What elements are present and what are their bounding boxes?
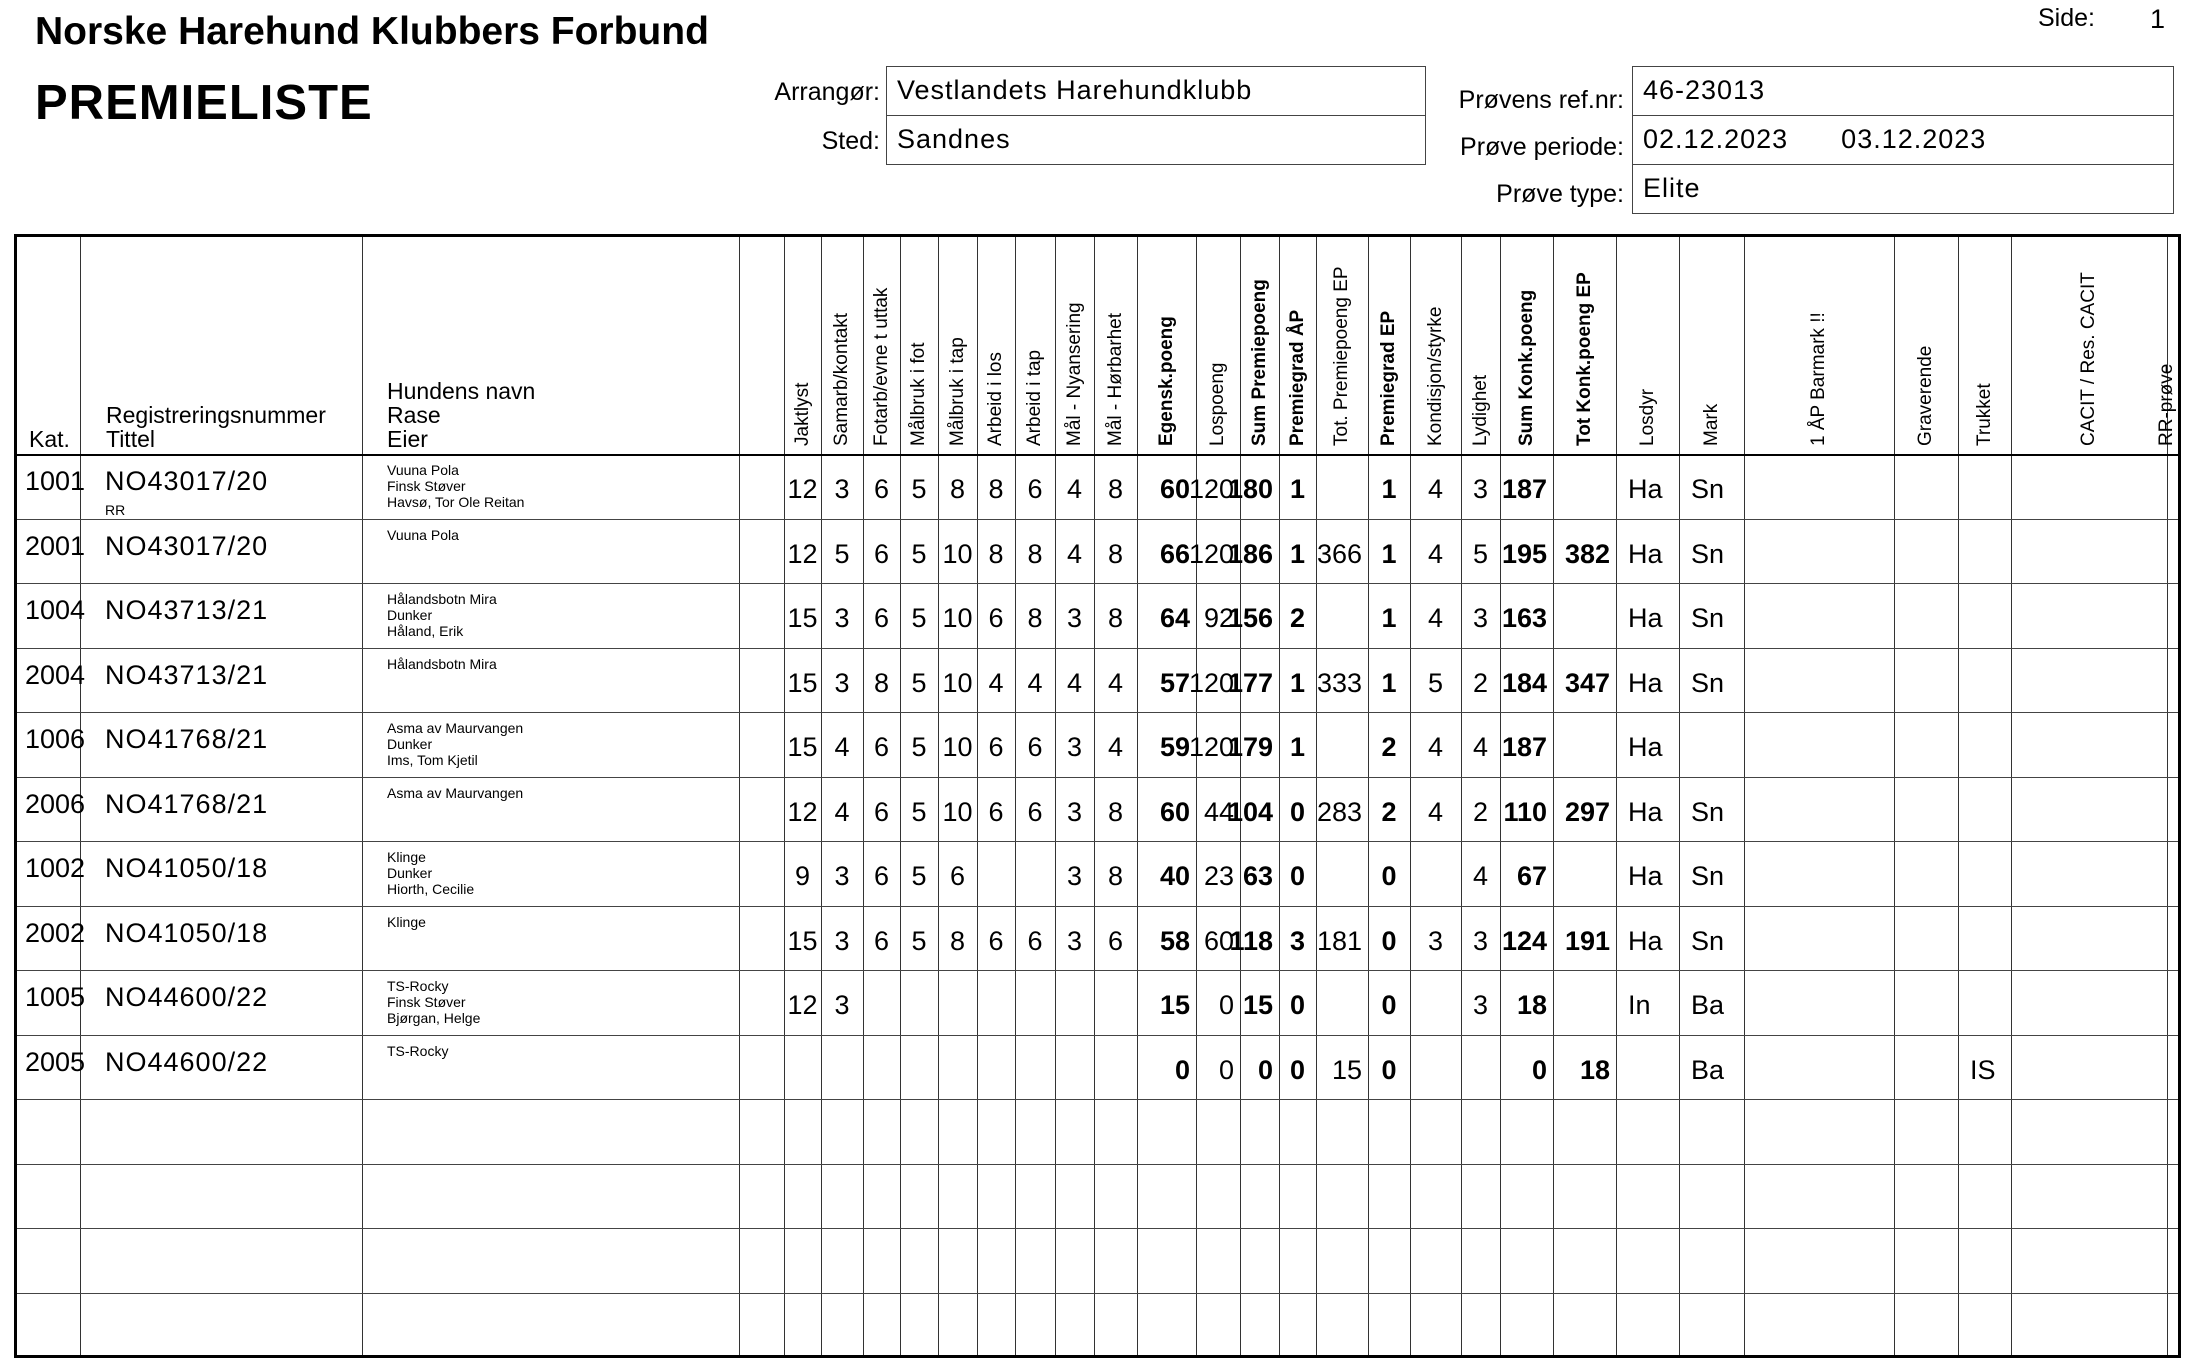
row-value: 0 bbox=[1381, 990, 1397, 1020]
row-dog-name: Hålandsbotn Mira bbox=[387, 591, 497, 607]
row-value: 0 bbox=[1218, 990, 1234, 1020]
row-value: 12 bbox=[787, 474, 818, 504]
row-value: 6 bbox=[873, 732, 890, 762]
column-divider bbox=[1894, 237, 1895, 1355]
row-value: 4 bbox=[1472, 861, 1489, 891]
row-value: Ha bbox=[1628, 474, 1663, 504]
row-value: 6 bbox=[988, 925, 1004, 956]
column-divider bbox=[1744, 237, 1745, 1355]
row-value: 4 bbox=[1472, 732, 1489, 762]
row-value: 15 bbox=[1242, 990, 1273, 1020]
row-breed: Dunker bbox=[387, 607, 433, 623]
row-registration: NO43713/21 bbox=[105, 659, 269, 690]
row-value: 8 bbox=[988, 538, 1004, 569]
row-value: 5 bbox=[911, 474, 927, 504]
row-value: 181 bbox=[1316, 925, 1362, 956]
row-kat: 2002 bbox=[25, 917, 86, 948]
row-value: 187 bbox=[1501, 732, 1547, 762]
row-value: Ha bbox=[1628, 861, 1663, 891]
row-value: 6 bbox=[949, 861, 966, 891]
column-header: Egensk.poeng bbox=[1155, 316, 1177, 446]
row-value: Ha bbox=[1628, 603, 1663, 633]
row-value: 0 bbox=[1257, 1054, 1273, 1085]
column-header: Losdyr bbox=[1636, 388, 1658, 446]
row-divider bbox=[17, 648, 2178, 649]
row-kat: 2001 bbox=[25, 530, 86, 561]
row-value: 6 bbox=[1027, 732, 1043, 762]
header-dog-line3: Eier bbox=[387, 426, 428, 452]
row-value: 3 bbox=[1066, 861, 1083, 891]
row-value: 195 bbox=[1501, 538, 1547, 569]
row-dog-name: Vuuna Pola bbox=[387, 526, 459, 543]
row-value: 120 bbox=[1188, 474, 1234, 504]
row-value: 40 bbox=[1159, 861, 1190, 891]
row-value: 5 bbox=[911, 603, 927, 633]
row-value: 4 bbox=[1066, 474, 1083, 504]
row-value: 163 bbox=[1501, 603, 1547, 633]
row-value: 8 bbox=[1107, 796, 1124, 827]
row-value: Sn bbox=[1691, 603, 1725, 633]
row-value: 5 bbox=[1427, 667, 1444, 698]
periode-to: 03.12.2023 bbox=[1841, 124, 1987, 154]
row-registration: NO43017/20 bbox=[105, 466, 269, 496]
row-value: 4 bbox=[988, 667, 1004, 698]
row-value: 0 bbox=[1381, 925, 1397, 956]
row-value: 156 bbox=[1227, 603, 1273, 633]
row-value: 6 bbox=[873, 603, 890, 633]
column-divider bbox=[1958, 237, 1959, 1355]
row-value: In bbox=[1628, 990, 1651, 1020]
row-owner: Håland, Erik bbox=[387, 623, 464, 639]
column-header: Mål - Nyansering bbox=[1063, 302, 1085, 446]
column-header: Arbeid i los bbox=[985, 352, 1006, 446]
row-value: 6 bbox=[1027, 474, 1043, 504]
row-value: 4 bbox=[1107, 732, 1124, 762]
column-divider bbox=[1679, 237, 1680, 1355]
row-value: 9 bbox=[794, 861, 811, 891]
row-kat: 2004 bbox=[25, 659, 86, 690]
row-registration: NO41050/18 bbox=[105, 917, 269, 948]
row-value: Sn bbox=[1691, 474, 1725, 504]
row-value: 180 bbox=[1227, 474, 1273, 504]
row-value: 6 bbox=[988, 603, 1004, 633]
column-header: Graverende bbox=[1915, 345, 1936, 446]
arrangor-label: Arrangør: bbox=[774, 78, 880, 106]
ref-field: 46-23013 bbox=[1632, 66, 2174, 116]
row-registration: NO44600/22 bbox=[105, 1046, 269, 1077]
column-header: Mark bbox=[1700, 403, 1722, 446]
row-value: 6 bbox=[988, 796, 1004, 827]
row-value: 66 bbox=[1159, 538, 1190, 569]
row-value: 5 bbox=[911, 861, 927, 891]
row-value: 10 bbox=[942, 796, 973, 827]
row-value: 0 bbox=[1381, 861, 1397, 891]
page-number-label: Side: bbox=[2038, 4, 2095, 32]
header-dog-line1: Hundens navn bbox=[387, 378, 536, 404]
row-value: 18 bbox=[1516, 990, 1547, 1020]
row-value: 3 bbox=[834, 925, 850, 956]
row-value: 10 bbox=[942, 667, 973, 698]
row-value: 8 bbox=[873, 667, 890, 698]
row-registration: NO44600/22 bbox=[105, 982, 269, 1012]
row-value: 366 bbox=[1316, 538, 1362, 569]
column-header: Fotarb/evne t uttak bbox=[870, 287, 892, 446]
column-header: CACIT / Res. CACIT bbox=[2078, 272, 2099, 446]
row-value: 4 bbox=[1066, 667, 1083, 698]
row-divider bbox=[17, 1228, 2178, 1229]
row-value: 8 bbox=[1107, 603, 1124, 633]
row-registration: NO41050/18 bbox=[105, 853, 269, 883]
row-breed: Finsk Støver bbox=[387, 994, 466, 1010]
row-value: 8 bbox=[1027, 603, 1043, 633]
row-kat: 1005 bbox=[25, 982, 86, 1012]
row-value: 10 bbox=[942, 732, 973, 762]
row-value: 3 bbox=[834, 474, 850, 504]
page-title: PREMIELISTE bbox=[35, 76, 373, 130]
row-divider bbox=[17, 1035, 2178, 1036]
row-value: 3 bbox=[1066, 732, 1083, 762]
row-divider bbox=[17, 583, 2178, 584]
row-value: 187 bbox=[1501, 474, 1547, 504]
row-kat: 1001 bbox=[25, 466, 86, 496]
row-value: 8 bbox=[1107, 474, 1124, 504]
row-dog-name: TS-Rocky bbox=[387, 1042, 449, 1059]
row-value: 5 bbox=[911, 796, 927, 827]
row-value: 4 bbox=[1107, 667, 1124, 698]
row-value: 3 bbox=[1472, 925, 1489, 956]
row-value: 6 bbox=[873, 925, 890, 956]
row-value: Sn bbox=[1691, 538, 1725, 569]
row-value: 1 bbox=[1381, 667, 1397, 698]
row-value: 10 bbox=[942, 538, 973, 569]
row-value: 15 bbox=[787, 603, 818, 633]
row-value: 3 bbox=[834, 861, 850, 891]
column-header: Målbruk i tap bbox=[946, 337, 968, 446]
row-value: 297 bbox=[1564, 796, 1610, 827]
row-value: 12 bbox=[787, 538, 818, 569]
column-header: 1 ÅP Barmark !! bbox=[1808, 312, 1829, 446]
column-header: Tot. Premiepoeng EP bbox=[1331, 266, 1352, 446]
row-value: 3 bbox=[834, 603, 850, 633]
row-value: IS bbox=[1970, 1054, 1996, 1085]
header-reg-line2: Tittel bbox=[106, 426, 155, 452]
row-divider bbox=[17, 970, 2178, 971]
row-kat: 1002 bbox=[25, 853, 86, 883]
row-value: Sn bbox=[1691, 796, 1725, 827]
row-value: 4 bbox=[1427, 603, 1444, 633]
row-value: Ha bbox=[1628, 732, 1663, 762]
row-kat: 1004 bbox=[25, 595, 86, 625]
row-value: Sn bbox=[1691, 667, 1725, 698]
row-value: 57 bbox=[1159, 667, 1190, 698]
row-value: 92 bbox=[1203, 603, 1234, 633]
row-value: 12 bbox=[787, 990, 818, 1020]
row-value: 120 bbox=[1188, 538, 1234, 569]
row-value: 2 bbox=[1472, 667, 1489, 698]
column-header: Lydighet bbox=[1469, 374, 1491, 446]
row-value: 6 bbox=[1027, 925, 1043, 956]
row-value: Ha bbox=[1628, 925, 1663, 956]
row-value: 179 bbox=[1227, 732, 1273, 762]
row-value: Ba bbox=[1691, 1054, 1725, 1085]
row-value: 60 bbox=[1203, 925, 1234, 956]
row-tittel: RR bbox=[105, 502, 126, 518]
column-header: Tot Konk.poeng EP bbox=[1573, 272, 1595, 446]
results-table bbox=[14, 234, 2181, 1358]
column-header: Premiegrad EP bbox=[1378, 310, 1399, 446]
type-field: Elite bbox=[1632, 164, 2174, 214]
row-value: Ha bbox=[1628, 667, 1663, 698]
row-value: Ha bbox=[1628, 796, 1663, 827]
row-value: 8 bbox=[1107, 538, 1124, 569]
row-value: 1 bbox=[1289, 474, 1306, 504]
column-header: RR-prøve bbox=[2156, 363, 2177, 446]
row-value: 4 bbox=[1427, 796, 1444, 827]
row-owner: Bjørgan, Helge bbox=[387, 1010, 481, 1026]
row-breed: Dunker bbox=[387, 865, 433, 881]
row-value: 1 bbox=[1381, 603, 1397, 633]
row-value: 382 bbox=[1564, 538, 1610, 569]
row-value: 283 bbox=[1316, 796, 1362, 827]
column-divider bbox=[1137, 237, 1138, 1355]
column-header: Samarb/kontakt bbox=[831, 312, 852, 446]
row-value: 110 bbox=[1503, 796, 1547, 827]
column-header: Trukket bbox=[1973, 383, 1995, 446]
row-value: 2 bbox=[1289, 603, 1306, 633]
row-value: 6 bbox=[1107, 925, 1124, 956]
row-value: 0 bbox=[1531, 1054, 1547, 1085]
organization-name: Norske Harehund Klubbers Forbund bbox=[35, 10, 709, 53]
row-dog-name: Asma av Maurvangen bbox=[387, 784, 524, 801]
periode-from: 02.12.2023 bbox=[1643, 124, 1789, 154]
row-kat: 2006 bbox=[25, 788, 86, 819]
row-value: 1 bbox=[1289, 667, 1306, 698]
row-value: 15 bbox=[787, 925, 818, 956]
column-divider bbox=[739, 237, 740, 1355]
row-value: 8 bbox=[988, 474, 1004, 504]
row-value: 6 bbox=[988, 732, 1004, 762]
row-value: 4 bbox=[1427, 732, 1444, 762]
ref-label: Prøvens ref.nr: bbox=[1458, 86, 1624, 114]
column-divider bbox=[1616, 237, 1617, 1355]
page-number: 1 bbox=[2150, 4, 2166, 34]
row-value: 6 bbox=[873, 474, 890, 504]
row-value: 5 bbox=[834, 538, 850, 569]
header-dog bbox=[387, 379, 535, 451]
row-value: 15 bbox=[787, 667, 818, 698]
row-value: 1 bbox=[1381, 538, 1397, 569]
row-value: 2 bbox=[1381, 732, 1397, 762]
row-value: 191 bbox=[1564, 925, 1610, 956]
row-owner: Ims, Tom Kjetil bbox=[387, 752, 478, 768]
row-value: 3 bbox=[1289, 925, 1306, 956]
row-dog-name: Hålandsbotn Mira bbox=[387, 655, 497, 672]
header-registration bbox=[106, 403, 326, 451]
row-divider bbox=[17, 1293, 2178, 1294]
row-divider bbox=[17, 906, 2178, 907]
column-divider bbox=[2011, 237, 2012, 1355]
row-value: 186 bbox=[1227, 538, 1273, 569]
row-value: 4 bbox=[834, 732, 850, 762]
column-header: Lospoeng bbox=[1207, 362, 1228, 446]
row-value: 120 bbox=[1188, 667, 1234, 698]
row-value: 333 bbox=[1316, 667, 1362, 698]
row-value: 1 bbox=[1289, 538, 1306, 569]
periode-field bbox=[1632, 115, 2174, 165]
row-value: 63 bbox=[1242, 861, 1273, 891]
header-reg-line1: Registreringsnummer bbox=[106, 402, 326, 428]
column-header: Sum Premiepoeng bbox=[1248, 279, 1270, 446]
column-header: Målbruk i fot bbox=[908, 342, 929, 446]
row-kat: 2005 bbox=[25, 1046, 86, 1077]
row-value: 0 bbox=[1289, 796, 1306, 827]
row-value: 15 bbox=[787, 732, 818, 762]
row-value: 12 bbox=[787, 796, 818, 827]
header-divider bbox=[17, 454, 2178, 456]
row-divider bbox=[17, 1164, 2178, 1165]
column-divider bbox=[362, 237, 363, 1355]
row-value: 5 bbox=[911, 667, 927, 698]
row-value: 5 bbox=[1472, 538, 1489, 569]
header-dog-line2: Rase bbox=[387, 402, 441, 428]
column-header: Premiegrad ÅP bbox=[1286, 309, 1308, 446]
periode-label: Prøve periode: bbox=[1460, 133, 1624, 161]
row-value: 3 bbox=[1066, 796, 1083, 827]
row-value: 177 bbox=[1227, 667, 1273, 698]
row-value: 4 bbox=[1427, 474, 1444, 504]
column-divider bbox=[1196, 237, 1197, 1355]
header-kat: Kat. bbox=[29, 426, 70, 452]
row-value: 4 bbox=[1427, 538, 1444, 569]
row-dog-name: Klinge bbox=[387, 849, 426, 865]
row-value: 4 bbox=[834, 796, 850, 827]
row-value: 8 bbox=[949, 474, 966, 504]
row-value: 104 bbox=[1227, 796, 1273, 827]
row-value: Ha bbox=[1628, 538, 1663, 569]
row-value: 5 bbox=[911, 538, 927, 569]
row-value: 60 bbox=[1159, 474, 1190, 504]
row-value: 0 bbox=[1381, 1054, 1397, 1085]
row-value: Sn bbox=[1691, 861, 1725, 891]
row-value: 0 bbox=[1174, 1054, 1190, 1085]
row-dog-name: TS-Rocky bbox=[387, 978, 449, 994]
column-header: Sum Konk.poeng bbox=[1515, 289, 1537, 446]
row-value: 10 bbox=[942, 603, 973, 633]
row-value: 3 bbox=[1427, 925, 1444, 956]
row-value: Ba bbox=[1691, 990, 1725, 1020]
row-value: 60 bbox=[1159, 796, 1190, 827]
row-dog-name: Vuuna Pola bbox=[387, 462, 459, 478]
row-value: 124 bbox=[1501, 925, 1547, 956]
row-value: 1 bbox=[1289, 732, 1306, 762]
row-value: 0 bbox=[1289, 990, 1306, 1020]
row-divider bbox=[17, 777, 2178, 778]
row-owner: Hiorth, Cecilie bbox=[387, 881, 475, 897]
row-value: 6 bbox=[1027, 796, 1043, 827]
arrangor-field: Vestlandets Harehundklubb bbox=[886, 66, 1426, 116]
row-value: 5 bbox=[911, 732, 927, 762]
column-divider bbox=[1553, 237, 1554, 1355]
row-value: 67 bbox=[1516, 861, 1547, 891]
row-divider bbox=[17, 1099, 2178, 1100]
sted-label: Sted: bbox=[821, 127, 880, 155]
row-value: 347 bbox=[1564, 667, 1610, 698]
row-value: 184 bbox=[1501, 667, 1547, 698]
row-dog-name: Klinge bbox=[387, 913, 426, 930]
row-value: 8 bbox=[949, 925, 966, 956]
row-breed: Finsk Støver bbox=[387, 478, 466, 494]
column-header: Kondisjon/styrke bbox=[1424, 306, 1446, 446]
row-value: 120 bbox=[1188, 732, 1234, 762]
row-value: 3 bbox=[1472, 474, 1489, 504]
row-value: 6 bbox=[873, 796, 890, 827]
column-header: Mål - Hørbarhet bbox=[1104, 312, 1126, 446]
row-value: 15 bbox=[1331, 1054, 1362, 1085]
row-divider bbox=[17, 519, 2178, 520]
row-value: 23 bbox=[1203, 861, 1234, 891]
row-value: 3 bbox=[834, 667, 850, 698]
row-value: 3 bbox=[1472, 990, 1489, 1020]
row-value: 18 bbox=[1579, 1054, 1610, 1085]
row-registration: NO43713/21 bbox=[105, 595, 269, 625]
sted-field: Sandnes bbox=[886, 115, 1426, 165]
row-value: 0 bbox=[1289, 1054, 1306, 1085]
row-value: 8 bbox=[1107, 861, 1124, 891]
row-owner: Havsø, Tor Ole Reitan bbox=[387, 494, 525, 510]
row-value: 59 bbox=[1159, 732, 1190, 762]
row-value: 8 bbox=[1027, 538, 1043, 569]
row-value: 0 bbox=[1218, 1054, 1234, 1085]
row-value: 58 bbox=[1159, 925, 1190, 956]
row-value: 44 bbox=[1203, 796, 1234, 827]
row-value: 3 bbox=[1066, 925, 1083, 956]
row-registration: NO41768/21 bbox=[105, 724, 269, 754]
row-value: 3 bbox=[834, 990, 850, 1020]
row-value: 118 bbox=[1229, 925, 1273, 956]
row-value: 0 bbox=[1289, 861, 1306, 891]
type-label: Prøve type: bbox=[1496, 180, 1624, 208]
row-value: 4 bbox=[1027, 667, 1043, 698]
row-value: 6 bbox=[873, 538, 890, 569]
row-divider bbox=[17, 712, 2178, 713]
row-registration: NO41768/21 bbox=[105, 788, 269, 819]
row-value: 3 bbox=[1472, 603, 1489, 633]
column-header: Jaktlyst bbox=[791, 382, 813, 446]
row-kat: 1006 bbox=[25, 724, 86, 754]
row-value: 15 bbox=[1159, 990, 1190, 1020]
row-breed: Dunker bbox=[387, 736, 433, 752]
row-value: 2 bbox=[1381, 796, 1397, 827]
row-value: 64 bbox=[1159, 603, 1190, 633]
row-value: 4 bbox=[1066, 538, 1083, 569]
row-divider bbox=[17, 841, 2178, 842]
row-registration: NO43017/20 bbox=[105, 530, 269, 561]
row-dog-name: Asma av Maurvangen bbox=[387, 720, 524, 736]
row-value: 6 bbox=[873, 861, 890, 891]
column-divider bbox=[1500, 237, 1501, 1355]
row-value: Sn bbox=[1691, 925, 1725, 956]
column-header: Arbeid i tap bbox=[1024, 349, 1045, 446]
row-value: 5 bbox=[911, 925, 927, 956]
row-value: 2 bbox=[1472, 796, 1489, 827]
row-value: 1 bbox=[1381, 474, 1397, 504]
row-value: 3 bbox=[1066, 603, 1083, 633]
